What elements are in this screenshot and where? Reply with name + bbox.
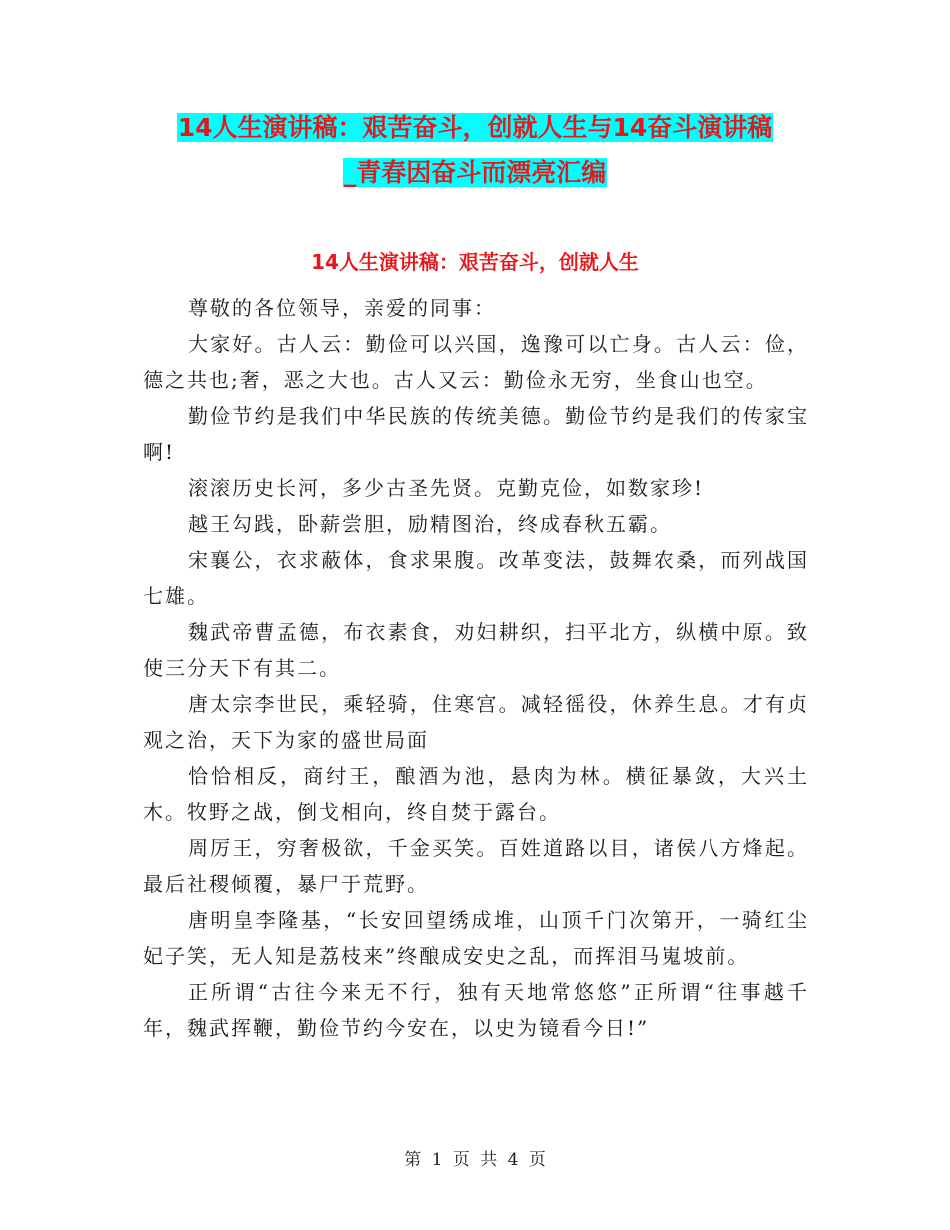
paragraph: 唐太宗李世民，乘轻骑，住寒宫。减轻徭役，休养生息。才有贞观之治，天下为家的盛世局面	[143, 692, 809, 752]
paragraph: 正所谓“古往今来无不行，独有天地常悠悠”正所谓“往事越千年，魏武挥鞭，勤俭节约今安在，以史为镜看今日!”	[143, 980, 809, 1040]
document-title-line-1	[0, 112, 950, 144]
section-title: 14人生演讲稿：艰苦奋斗，创就人生	[311, 250, 639, 274]
paragraph: 周厉王，穷奢极欲，千金买笑。百姓道路以目，诸侯八方烽起。最后社稷倾覆，暴尸于荒野。	[143, 836, 809, 896]
paragraph: 魏武帝曹孟德，布衣素食，劝妇耕织，扫平北方，纵横中原。致使三分天下有其二。	[143, 620, 809, 680]
paragraph: 尊敬的各位领导，亲爱的同事：	[188, 296, 496, 320]
paragraph: 大家好。古人云：勤俭可以兴国，逸豫可以亡身。古人云：俭，德之共也;奢，恶之大也。古人又云：勤俭永无穷，坐食山也空。	[143, 332, 809, 392]
document-title-line-2	[0, 157, 950, 189]
paragraph: 越王勾践，卧薪尝胆，励精图治，终成春秋五霸。	[188, 512, 672, 536]
paragraph: 恰恰相反，商纣王，酿酒为池，悬肉为林。横征暴敛，大兴土木。牧野之战，倒戈相向，终自焚于露台。	[143, 764, 809, 824]
body-text	[143, 290, 809, 1046]
paragraph: 勤俭节约是我们中华民族的传统美德。勤俭节约是我们的传家宝啊!	[143, 404, 809, 464]
title-highlight: _青春因奋斗而漂亮汇编	[343, 158, 607, 187]
paragraph: 宋襄公，衣求蔽体，食求果腹。改革变法，鼓舞农桑，而列战国七雄。	[143, 548, 809, 608]
paragraph: 滚滚历史长河，多少古圣先贤。克勤克俭，如数家珍!	[188, 476, 705, 500]
title-highlight: 14人生演讲稿：艰苦奋斗，创就人生与14奋斗演讲稿	[177, 113, 773, 142]
paragraph: 唐明皇李隆基，“长安回望绣成堆，山顶千门次第开，一骑红尘妃子笑，无人知是荔枝来”终酿成安史之乱，而挥泪马嵬坡前。	[143, 908, 809, 968]
page-footer: 第 1 页 共 4 页	[404, 1150, 546, 1170]
